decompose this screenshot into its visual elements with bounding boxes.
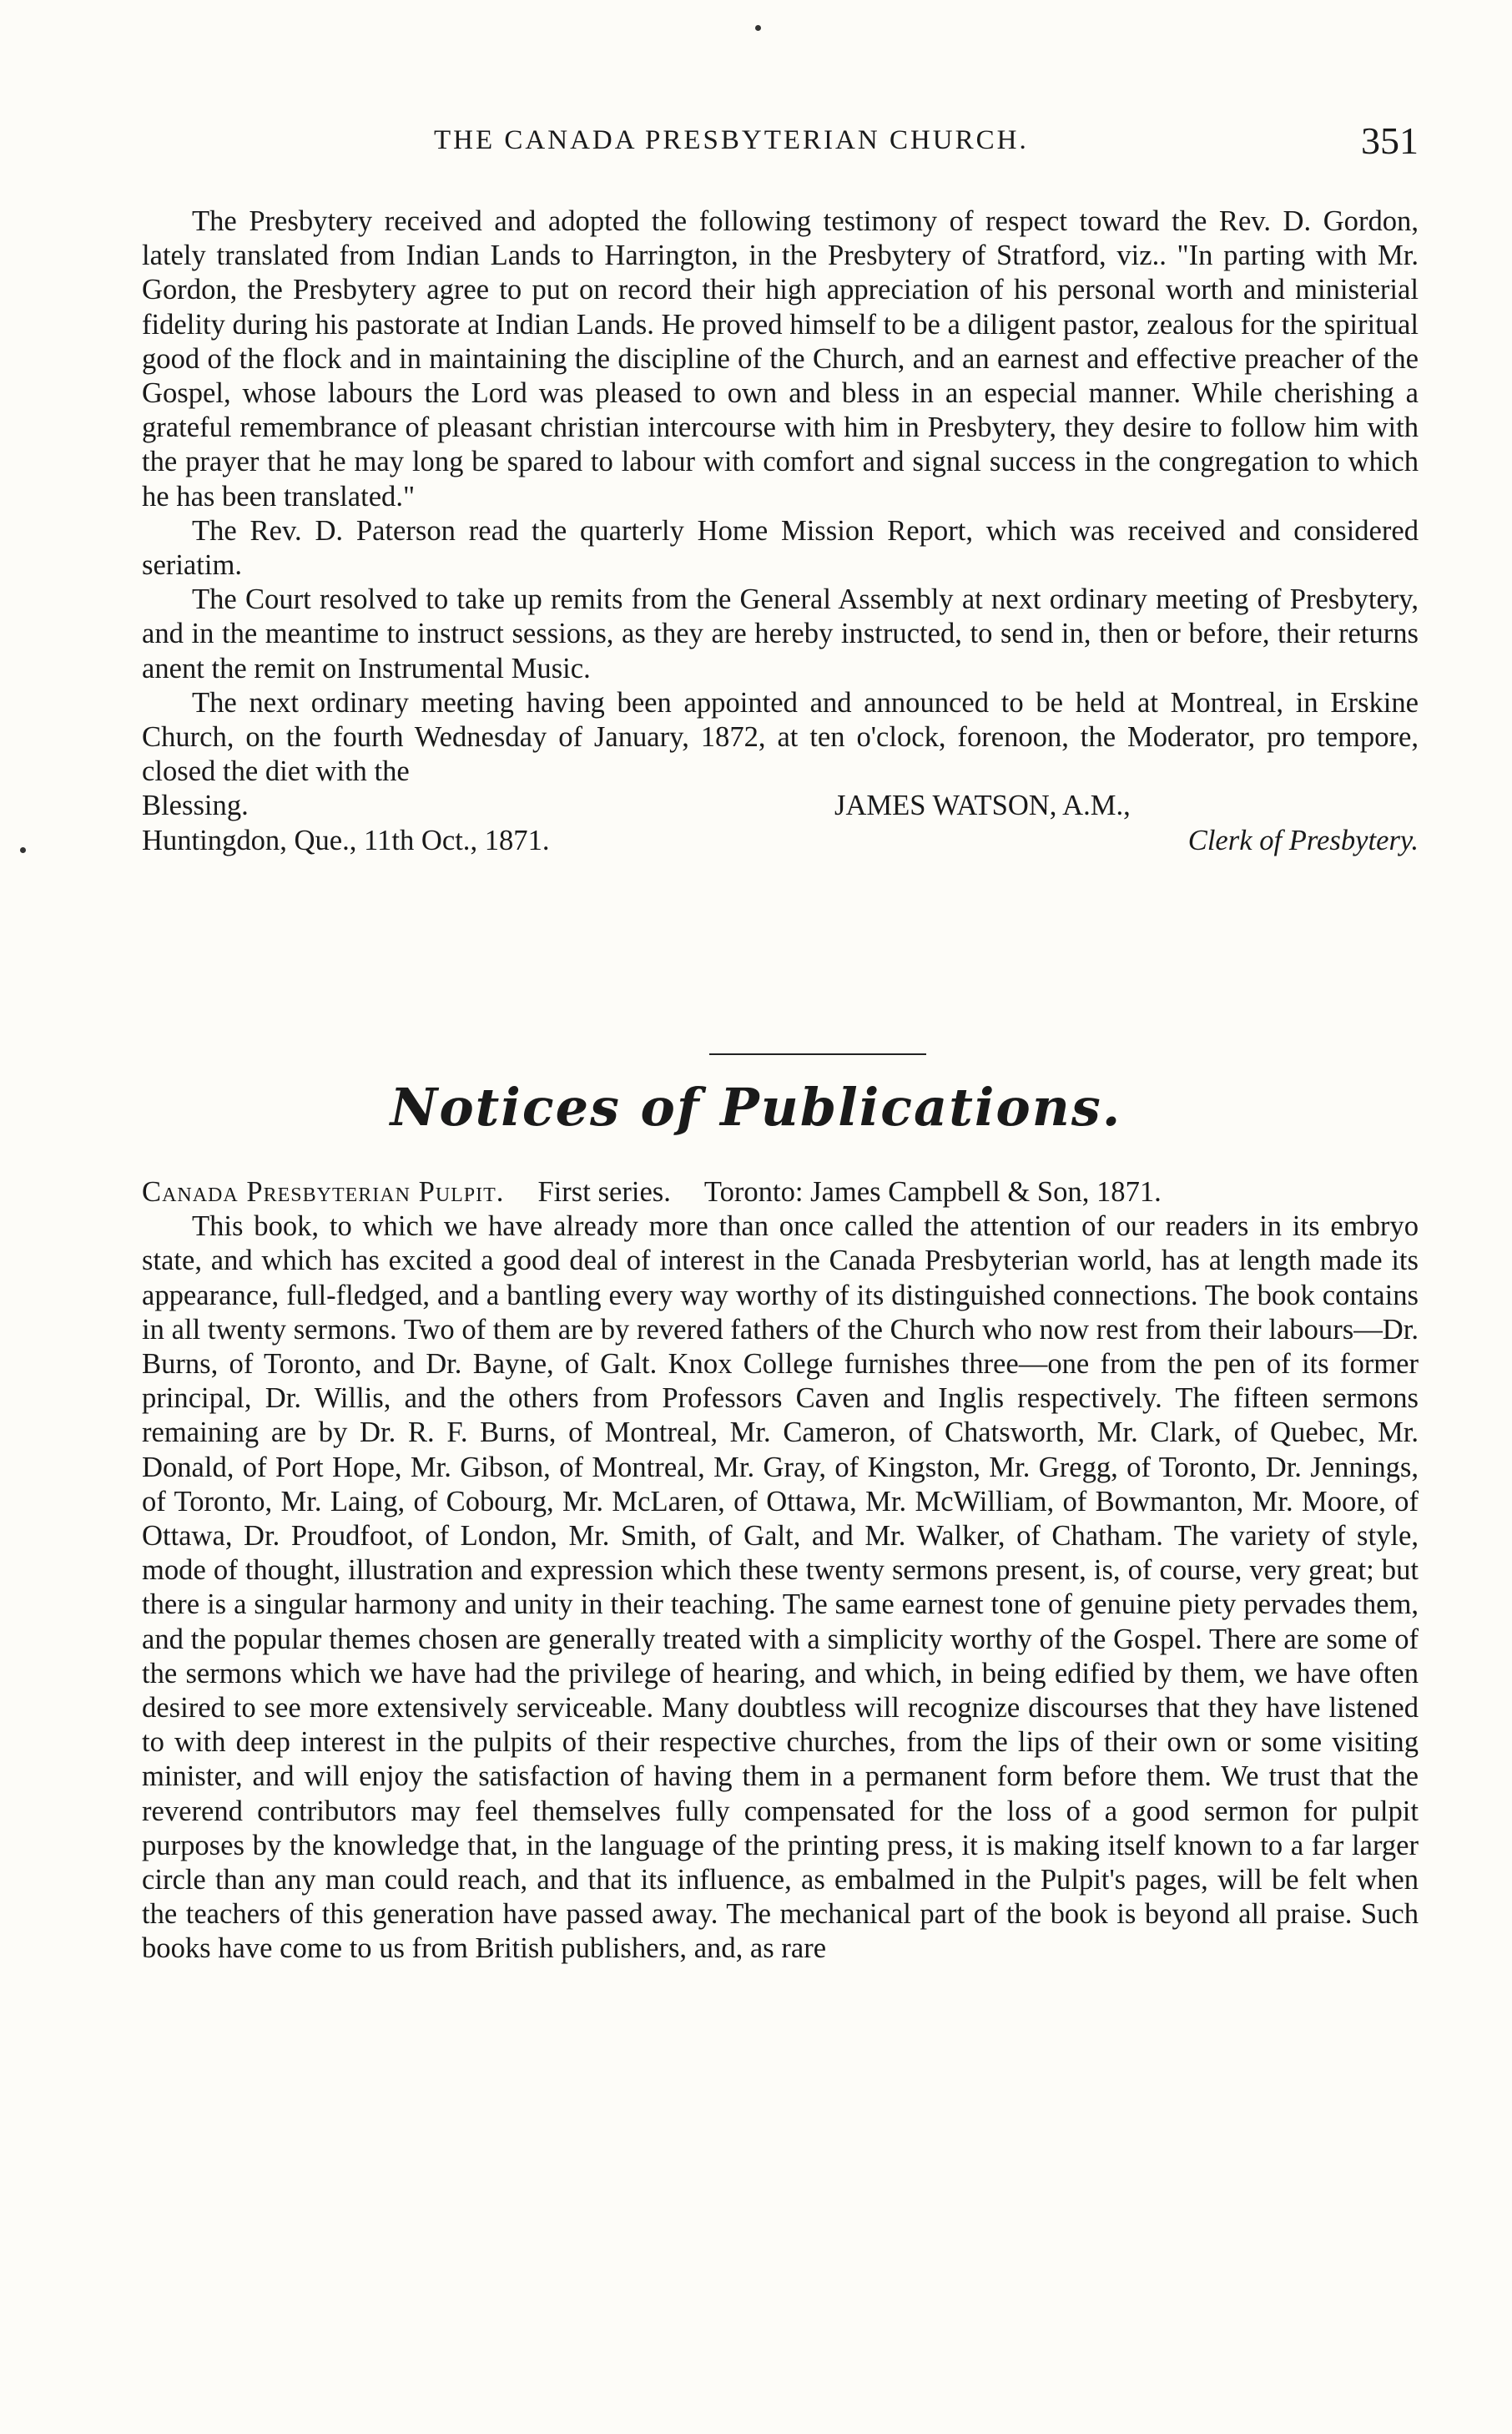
place-date: Huntingdon, Que., 11th Oct., 1871. [142,824,550,856]
home-mission-paragraph: The Rev. D. Paterson read the quarterly Home Mission Report, which was received and considered seriatim. [142,514,1419,582]
section-title: Notices of Publications. [390,1077,1122,1138]
printer-mark [755,25,761,31]
book-title: Canada Presbyterian Pulpit. [142,1176,505,1208]
signature-line [142,789,1419,823]
blessing-text: Blessing. [142,790,249,822]
printer-mark [20,847,26,853]
book-citation [142,1175,1419,1209]
running-head-title: THE CANADA PRESBYTERIAN CHURCH. [434,125,1029,155]
book-publisher: Toronto: James Campbell & Son, 1871. [703,1176,1162,1208]
running-head [434,119,1419,162]
testimony-paragraph: The Presbytery received and adopted the following testimony of respect toward the Rev. D. Gordon, lately translated from Indian Lands to Harrington, in the Presbytery of Stratford, viz.. "In parting with Mr. Gordon, the Presbytery agree to put on record their high appreciation of his personal worth and ministerial fidelity during his pastorate at Indian Lands. He proved himself to be a diligent pastor, zealous for the spiritual good of the flock and in maintaining the discipline of the Church, and an earnest and effective preacher of the Gospel, whose labours the Lord was pleased to own and bless in an especial manner. While cherishing a grateful remembrance of pleasant christian intercourse with him in Presbytery, they desire to follow him with the prayer that he may long be spared to labour with comfort and signal success in the congregation to which he has been translated." [142,205,1419,513]
signatory-name: JAMES WATSON, A.M., [834,790,1131,822]
notices-section [142,1175,1419,1967]
review-paragraph: This book, to which we have already more than once called the attention of our readers in its embryo state, and which has excited a good deal of interest in the Canada Presbyterian world, has at length made its appearance, full-fledged, and a bantling every way worthy of its distinguished connections. The book contains in all twenty sermons. Two of them are by revered fathers of the Church who now rest from their labours—Dr. Burns, of Toronto, and Dr. Bayne, of Galt. Knox College furnishes three—one from the pen of its former principal, Dr. Willis, and the others from Professors Caven and Inglis respectively. The fifteen sermons remaining are by Dr. R. F. Burns, of Montreal, Mr. Cameron, of Chatsworth, Mr. Clark, of Quebec, Mr. Donald, of Port Hope, Mr. Gibson, of Montreal, Mr. Gray, of Kingston, Mr. Gregg, of Toronto, Dr. Jennings, of Toronto, Mr. Laing, of Cobourg, Mr. McLaren, of Ottawa, Mr. McWilliam, of Bowmanton, Mr. Moore, of Ottawa, Dr. Proudfoot, of London, Mr. Smith, of Galt, and Mr. Walker, of Chatham. The variety of style, mode of thought, illustration and expression which these twenty sermons present, is, of course, very great; but there is a singular harmony and unity in their teaching. The same earnest tone of genuine piety pervades them, and the popular themes chosen are generally treated with a simplicity worthy of the Gospel. There are some of the sermons which we have had the privilege of hearing, and which, in being edified by them, we have often desired to see more extensively serviceable. Many doubtless will recognize discourses that they have listened to with deep interest in the pulpits of their respective churches, from the lips of their own or some visiting minister, and will enjoy the satisfaction of having them in a permanent form before them. We trust that the reverend contributors may feel themselves fully compensated for the loss of a good sermon for pulpit purposes by the knowledge that, in the language of the printing press, it is making itself known to a far larger circle than any man could reach, and that its influence, as embalmed in the Pulpit's pages, will be felt when the teachers of this generation have passed away. The mechanical part of the book is beyond all praise. Such books have come to us from British publishers, and, as rare [142,1210,1419,1965]
minutes-section [142,205,1419,858]
dateline [142,824,1419,858]
remits-paragraph: The Court resolved to take up remits from the General Assembly at next ordinary meeting of Presbytery, and in the meantime to instruct sessions, as they are hereby instructed, to send in, then or before, their returns anent the remit on Instrumental Music. [142,583,1419,684]
book-series: First series. [537,1176,671,1208]
page-number: 351 [1361,119,1419,162]
next-meeting-paragraph: The next ordinary meeting having been appointed and announced to be held at Montreal, in Erskine Church, on the fourth Wednesday of January, 1872, at ten o'clock, forenoon, the Moderator, pro tempore, closed the diet with the [142,686,1419,788]
signatory-role: Clerk of Presbytery. [1187,824,1419,856]
section-divider [709,1053,926,1055]
